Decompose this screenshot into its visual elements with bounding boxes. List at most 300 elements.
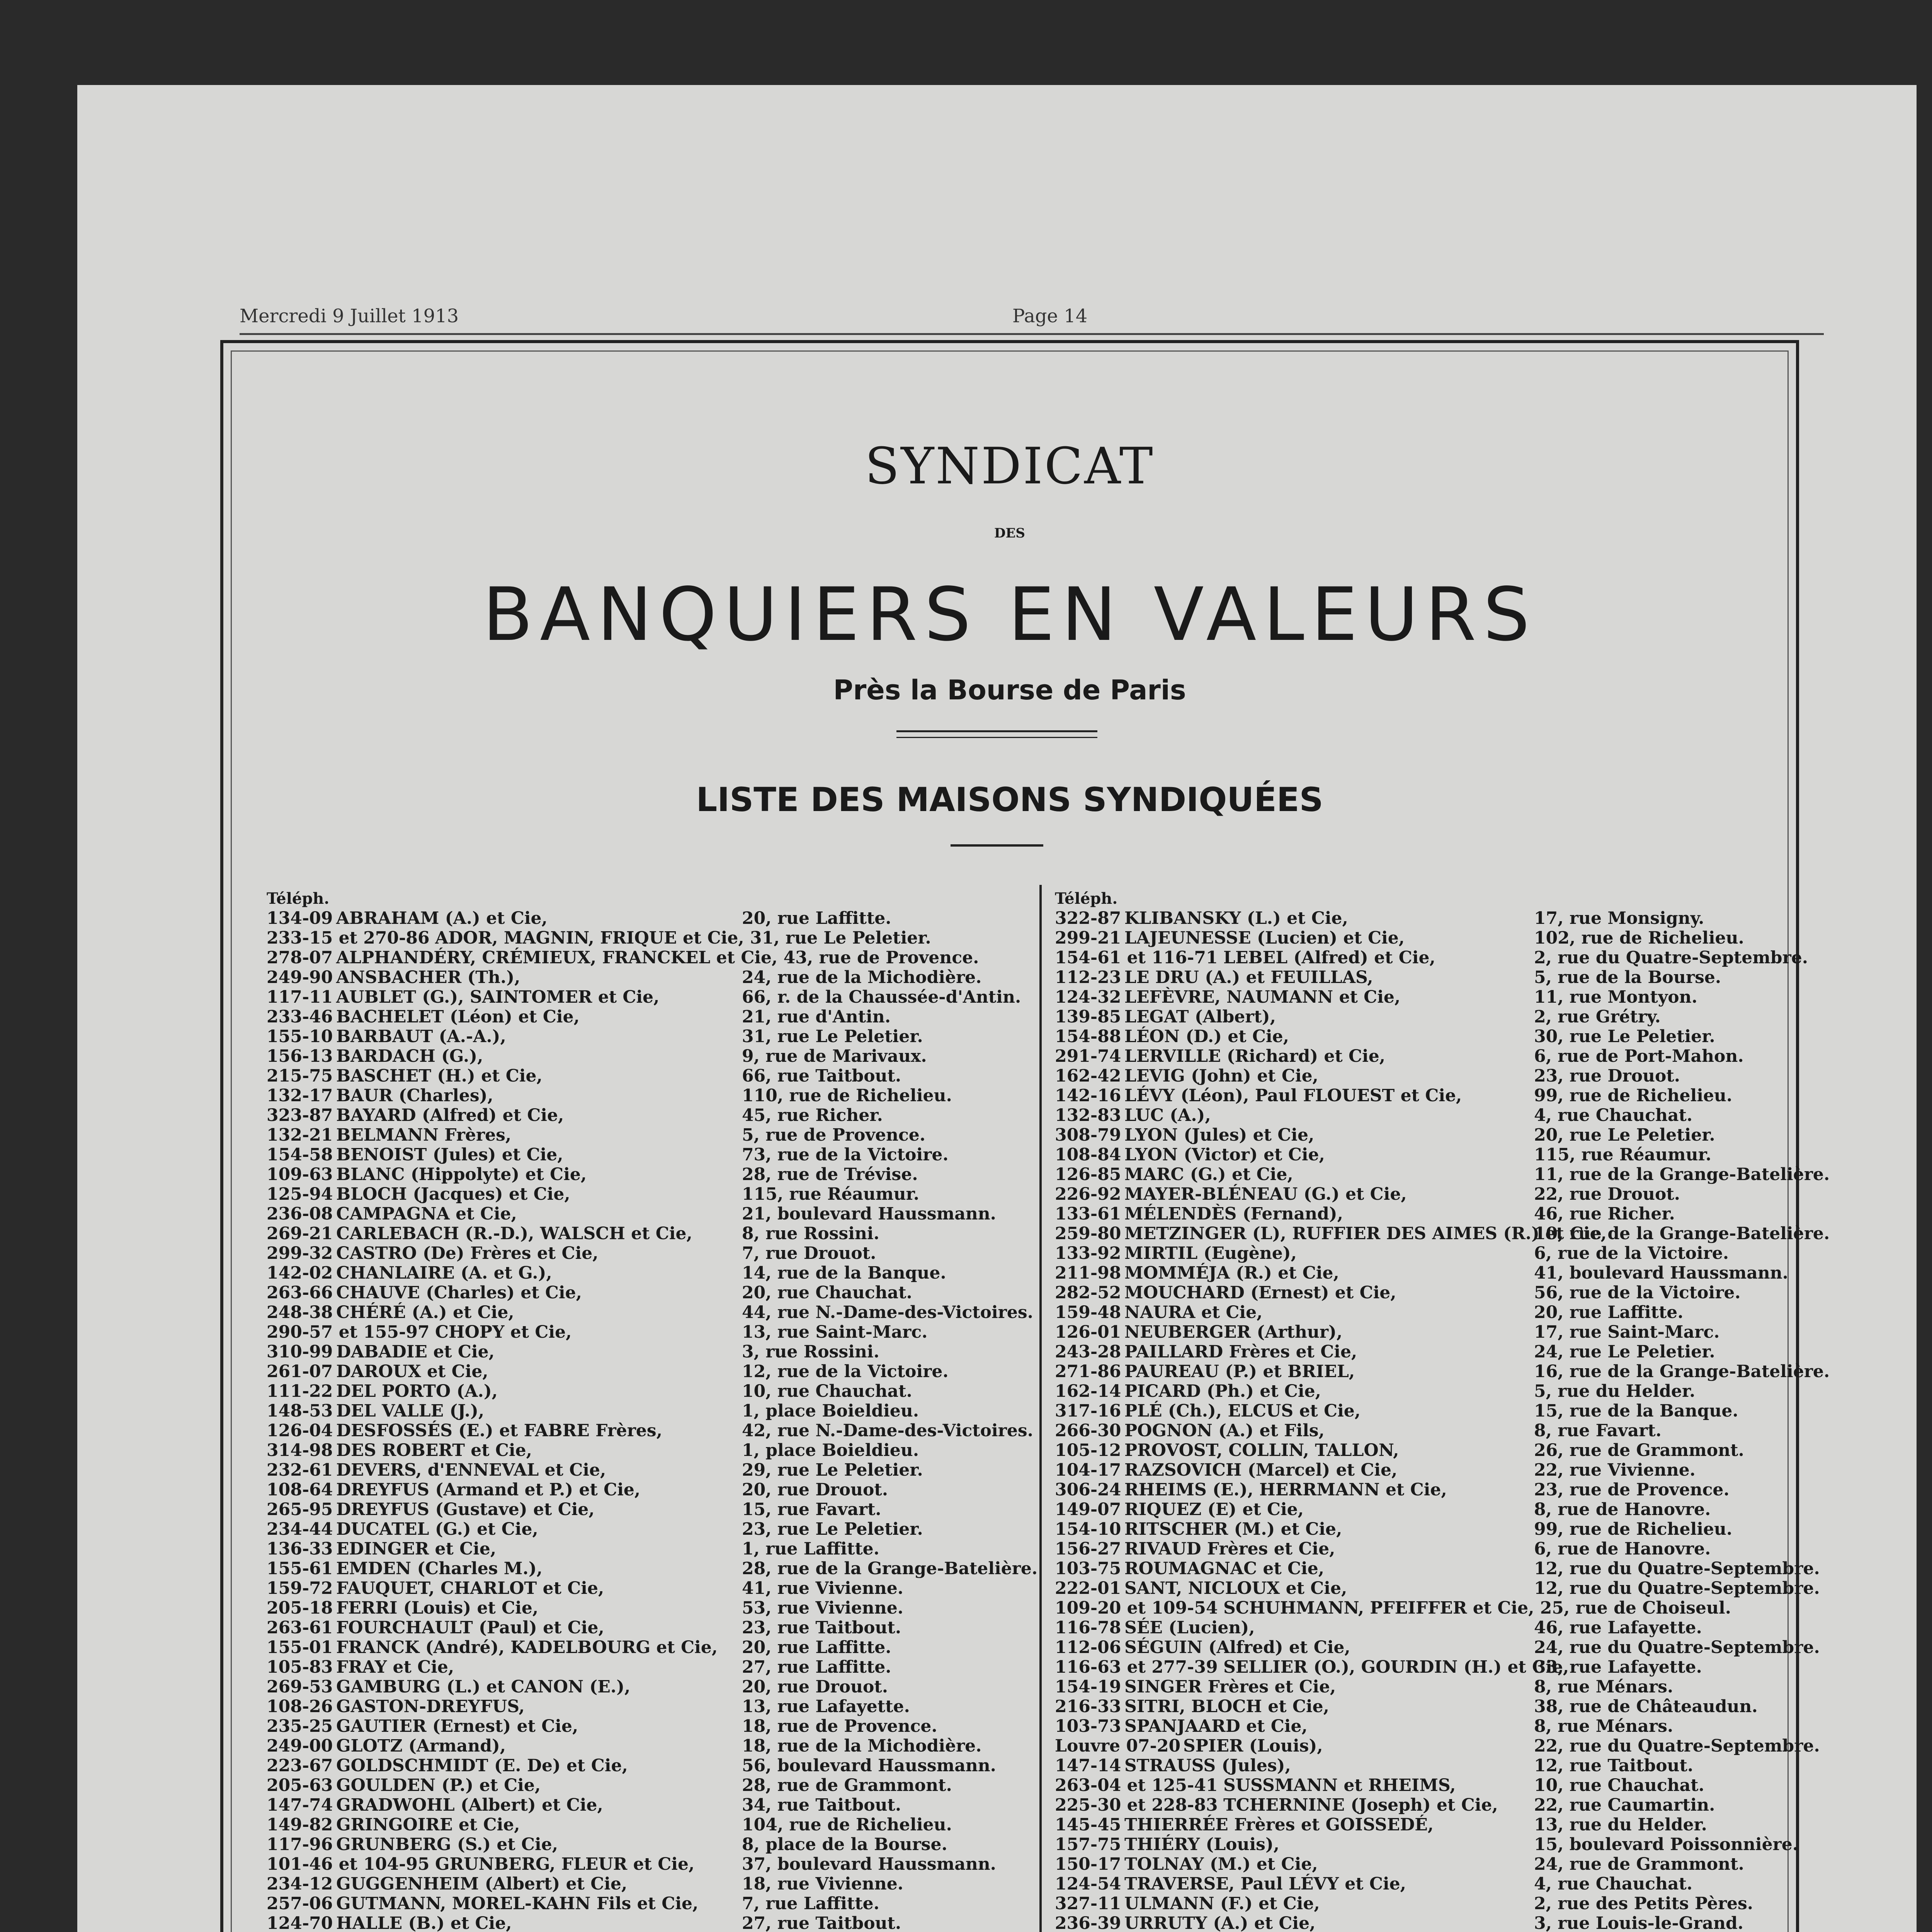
- entry-address: 6, rue de Port-Mahon.: [1534, 1046, 1744, 1066]
- entry-telephone: 147-74: [267, 1795, 333, 1815]
- list-item: [267, 1224, 1024, 1243]
- entry-telephone: 232-61: [267, 1460, 333, 1480]
- entry-name: ULMANN (F.) et Cie,: [1124, 1894, 1320, 1913]
- entry-telephone: 234-12: [267, 1874, 333, 1894]
- entry-telephone: 101-46 et 104-95: [267, 1854, 430, 1874]
- list-item: [267, 1480, 1024, 1500]
- entry-name: BASCHET (H.) et Cie,: [336, 1066, 543, 1086]
- entry-telephone: 103-73: [1055, 1716, 1121, 1736]
- entry-name: MOUCHARD (Ernest) et Cie,: [1124, 1283, 1396, 1303]
- entry-name: RIQUEZ (E) et Cie,: [1124, 1500, 1304, 1519]
- entry-address: 7, rue Drouot.: [742, 1243, 876, 1263]
- list-item: [267, 1342, 1024, 1362]
- entry-address: 1, place Boieldieu.: [742, 1440, 919, 1460]
- list-item: [267, 1539, 1024, 1559]
- entry-telephone: 132-83: [1055, 1105, 1121, 1125]
- entry-telephone: 108-26: [267, 1697, 333, 1716]
- entry-telephone: 233-15 et 270-86: [267, 928, 430, 948]
- list-item: [1055, 1677, 1774, 1697]
- entry-address: 15, rue Favart.: [742, 1500, 881, 1519]
- list-item: [267, 1716, 1024, 1736]
- entry-address: 2, rue du Quatre-Septembre.: [1534, 948, 1808, 968]
- entry-name: TCHERNINE (Joseph) et Cie,: [1223, 1795, 1498, 1815]
- list-item: [267, 1125, 1024, 1145]
- list-item: [1055, 1716, 1774, 1736]
- entry-name: CHANLAIRE (A. et G.),: [336, 1263, 552, 1283]
- list-item: [267, 928, 1024, 948]
- entry-telephone: 112-06: [1055, 1638, 1121, 1657]
- entry-name: POGNON (A.) et Fils,: [1124, 1421, 1325, 1440]
- list-item: [1055, 1854, 1774, 1874]
- list-item: [1055, 1401, 1774, 1421]
- entry-address: 31, rue Le Peletier.: [742, 1027, 923, 1046]
- entry-telephone: 105-83: [267, 1657, 333, 1677]
- entry-address: 56, rue de la Victoire.: [1534, 1283, 1741, 1303]
- entry-name: FAUQUET, CHARLOT et Cie,: [336, 1578, 604, 1598]
- entry-telephone: 109-63: [267, 1165, 333, 1184]
- entry-name: SÉE (Lucien),: [1124, 1618, 1255, 1638]
- list-item: [267, 1835, 1024, 1854]
- entry-name: METZINGER (L), RUFFIER DES AIMES (R.) et Cie,: [1124, 1224, 1607, 1243]
- entry-name: LE DRU (A.) et FEUILLAS,: [1124, 968, 1373, 987]
- list-item: [1055, 1460, 1774, 1480]
- entry-telephone: 299-21: [1055, 928, 1121, 948]
- list-item: [1055, 948, 1808, 968]
- entry-telephone: 226-92: [1055, 1184, 1121, 1204]
- entry-address: 24, rue Le Peletier.: [1534, 1342, 1715, 1362]
- entry-name: BLOCH (Jacques) et Cie,: [336, 1184, 570, 1204]
- entry-telephone: 257-06: [267, 1894, 333, 1913]
- entry-telephone: 243-28: [1055, 1342, 1121, 1362]
- entry-telephone: 149-82: [267, 1815, 333, 1835]
- entry-address: 27, rue Laffitte.: [742, 1657, 891, 1677]
- entry-telephone: 299-32: [267, 1243, 333, 1263]
- entry-telephone: 132-21: [267, 1125, 333, 1145]
- entry-address: 8, rue Ménars.: [1534, 1716, 1673, 1736]
- entry-name: DEVERS, d'ENNEVAL et Cie,: [336, 1460, 606, 1480]
- entry-telephone: 159-48: [1055, 1303, 1121, 1322]
- entry-telephone: 222-01: [1055, 1578, 1121, 1598]
- list-item: [267, 1027, 1024, 1046]
- entry-name: EMDEN (Charles M.),: [336, 1559, 543, 1578]
- entry-telephone: 142-16: [1055, 1086, 1121, 1105]
- list-item: [1055, 1874, 1774, 1894]
- entry-address: 17, rue Monsigny.: [1534, 908, 1704, 928]
- entry-address: 44, rue N.-Dame-des-Victoires.: [742, 1303, 1033, 1322]
- entry-address: 15, boulevard Poissonnière.: [1534, 1835, 1799, 1854]
- entry-telephone: 236-08: [267, 1204, 333, 1224]
- entry-name: PLÉ (Ch.), ELCUS et Cie,: [1124, 1401, 1361, 1421]
- entry-address: 8, rue Ménars.: [1534, 1677, 1673, 1697]
- entry-telephone: 269-21: [267, 1224, 333, 1243]
- entry-telephone: 125-94: [267, 1184, 333, 1204]
- list-item: [267, 1854, 1024, 1874]
- entry-address: 42, rue N.-Dame-des-Victoires.: [742, 1421, 1033, 1440]
- entry-address: 14, rue de la Banque.: [742, 1263, 946, 1283]
- entry-address: 1, rue Laffitte.: [742, 1539, 879, 1559]
- list-item: [267, 1874, 1024, 1894]
- entry-name: DEL VALLE (J.),: [336, 1401, 485, 1421]
- entry-name: CHOPY et Cie,: [435, 1322, 572, 1342]
- entry-telephone: 148-53: [267, 1401, 333, 1421]
- list-item: [1055, 1322, 1774, 1342]
- entry-name: ANSBACHER (Th.),: [336, 968, 520, 987]
- list-item: [1055, 1657, 1774, 1677]
- list-item: [267, 1303, 1033, 1322]
- entry-address: 29, rue Le Peletier.: [742, 1460, 923, 1480]
- entry-name: GASTON-DREYFUS,: [336, 1697, 525, 1716]
- entry-name: CAMPAGNA et Cie,: [336, 1204, 517, 1224]
- list-item: [1055, 1618, 1774, 1638]
- entry-name: SCHUHMANN, PFEIFFER et Cie, 25, rue de Choiseul.: [1223, 1598, 1731, 1618]
- list-item: [1055, 1578, 1820, 1598]
- members-column-left: [267, 889, 1038, 1932]
- list-item: [1055, 1894, 1774, 1913]
- entry-telephone: 314-98: [267, 1440, 333, 1460]
- entry-telephone: 117-11: [267, 987, 333, 1007]
- entry-name: LUC (A.),: [1124, 1105, 1211, 1125]
- entry-telephone: 136-33: [267, 1539, 333, 1559]
- entry-address: 27, rue Taitbout.: [742, 1913, 901, 1932]
- entry-telephone: 156-27: [1055, 1539, 1121, 1559]
- entry-name: ROUMAGNAC et Cie,: [1124, 1559, 1325, 1578]
- entry-address: 20, rue Drouot.: [742, 1677, 888, 1697]
- entry-telephone: 263-61: [267, 1618, 333, 1638]
- entry-telephone: 205-63: [267, 1776, 333, 1795]
- list-item: [1055, 1165, 1830, 1184]
- entry-name: ABRAHAM (A.) et Cie,: [336, 908, 548, 928]
- list-item: [267, 1421, 1033, 1440]
- list-item: [1055, 1598, 1774, 1618]
- entry-address: 8, rue de Hanovre.: [1534, 1500, 1711, 1519]
- entry-address: 23, rue de Provence.: [1534, 1480, 1730, 1500]
- entry-name: NEUBERGER (Arthur),: [1124, 1322, 1343, 1342]
- entry-address: 15, rue de la Banque.: [1534, 1401, 1738, 1421]
- entry-telephone: 116-78: [1055, 1618, 1121, 1638]
- entry-telephone: 215-75: [267, 1066, 333, 1086]
- entry-name: LYON (Victor) et Cie,: [1124, 1145, 1325, 1165]
- entry-address: 5, rue de la Bourse.: [1534, 968, 1721, 987]
- entry-telephone: 261-07: [267, 1362, 333, 1381]
- entry-telephone: 317-16: [1055, 1401, 1121, 1421]
- entry-address: 8, rue Rossini.: [742, 1224, 879, 1243]
- list-item: [1055, 1086, 1774, 1105]
- entry-name: TOLNAY (M.) et Cie,: [1124, 1854, 1318, 1874]
- list-item: [267, 1165, 1024, 1184]
- entry-name: GUTMANN, MOREL-KAHN Fils et Cie,: [336, 1894, 699, 1913]
- entry-telephone: 327-11: [1055, 1894, 1121, 1913]
- entry-telephone: 205-18: [267, 1598, 333, 1618]
- entry-name: DAROUX et Cie,: [336, 1362, 488, 1381]
- list-item: [267, 1322, 1024, 1342]
- entry-address: 28, rue de Grammont.: [742, 1776, 952, 1795]
- entry-address: 18, rue Vivienne.: [742, 1874, 903, 1894]
- list-item: [1055, 1736, 1820, 1756]
- list-item: [1055, 1913, 1774, 1932]
- entry-telephone: 126-01: [1055, 1322, 1121, 1342]
- entry-telephone: 308-79: [1055, 1125, 1121, 1145]
- list-divider: [951, 844, 1043, 847]
- entry-name: BAUR (Charles),: [336, 1086, 493, 1105]
- entry-telephone: 259-80: [1055, 1224, 1121, 1243]
- entry-name: RAZSOVICH (Marcel) et Cie,: [1124, 1460, 1398, 1480]
- entry-address: 5, rue de Provence.: [742, 1125, 926, 1145]
- entry-telephone: 306-24: [1055, 1480, 1121, 1500]
- entry-name: GAUTIER (Ernest) et Cie,: [336, 1716, 578, 1736]
- list-item: [1055, 1283, 1774, 1303]
- entry-telephone: 211-98: [1055, 1263, 1121, 1283]
- entry-address: 2, rue des Petits Pères.: [1534, 1894, 1753, 1913]
- list-item: [1055, 1362, 1830, 1381]
- list-item: [267, 1657, 1024, 1677]
- entry-address: 11, rue Montyon.: [1534, 987, 1697, 1007]
- subtitle: Près la Bourse de Paris: [833, 674, 1186, 706]
- entry-telephone: 126-85: [1055, 1165, 1121, 1184]
- entry-name: HALLE (B.) et Cie,: [336, 1913, 512, 1932]
- list-item: [267, 1283, 1024, 1303]
- entry-address: 8, place de la Bourse.: [742, 1835, 947, 1854]
- entry-address: 9, rue de Marivaux.: [742, 1046, 927, 1066]
- entry-name: BENOIST (Jules) et Cie,: [336, 1145, 563, 1165]
- entry-address: 4, rue Chauchat.: [1534, 1874, 1693, 1894]
- entry-address: 66, rue Taitbout.: [742, 1066, 901, 1086]
- list-item: [1055, 1342, 1774, 1362]
- title-divider: [896, 730, 1097, 738]
- list-item: [1055, 1638, 1820, 1657]
- list-item: [267, 1756, 1024, 1776]
- entry-telephone: 155-10: [267, 1027, 333, 1046]
- entry-name: NAURA et Cie,: [1124, 1303, 1263, 1322]
- tel-heading: Téléph.: [267, 889, 330, 908]
- entry-telephone: 142-02: [267, 1263, 333, 1283]
- entry-name: FRANCK (André), KADELBOURG et Cie,: [336, 1638, 718, 1657]
- entry-telephone: 235-25: [267, 1716, 333, 1736]
- list-item: [1055, 1105, 1774, 1125]
- entry-telephone: 263-04 et 125-41: [1055, 1776, 1218, 1795]
- entry-telephone: 134-09: [267, 908, 333, 928]
- entry-address: 1, place Boieldieu.: [742, 1401, 919, 1421]
- list-item: [1055, 1125, 1774, 1145]
- entry-address: 38, rue de Châteaudun.: [1534, 1697, 1758, 1716]
- entry-telephone: 116-63 et 277-39: [1055, 1657, 1218, 1677]
- entry-name: RIVAUD Frères et Cie,: [1124, 1539, 1335, 1559]
- entry-telephone: 145-45: [1055, 1815, 1121, 1835]
- list-item: [1055, 1303, 1774, 1322]
- entry-name: ALPHANDÉRY, CRÉMIEUX, FRANCKEL et Cie, 43, rue de Provence.: [336, 948, 979, 968]
- entry-name: LÉON (D.) et Cie,: [1124, 1027, 1289, 1046]
- entry-telephone: 104-17: [1055, 1460, 1121, 1480]
- list-item: [267, 1381, 1024, 1401]
- entry-address: 23, rue Drouot.: [1534, 1066, 1680, 1086]
- list-item: [1055, 908, 1774, 928]
- entry-name: KLIBANSKY (L.) et Cie,: [1124, 908, 1348, 928]
- entry-name: SPANJAARD et Cie,: [1124, 1716, 1308, 1736]
- entry-address: 104, rue de Richelieu.: [742, 1815, 952, 1835]
- entry-name: SELLIER (O.), GOURDIN (H.) et Cie,: [1223, 1657, 1569, 1677]
- entry-address: 26, rue de Grammont.: [1534, 1440, 1744, 1460]
- list-item: [1055, 1519, 1774, 1539]
- entry-telephone: 290-57 et 155-97: [267, 1322, 430, 1342]
- list-item: [267, 1894, 1024, 1913]
- list-item: [267, 1618, 1024, 1638]
- list-item: [1055, 1263, 1789, 1283]
- entry-name: LAJEUNESSE (Lucien) et Cie,: [1124, 928, 1405, 948]
- entry-address: 7, rue Laffitte.: [742, 1894, 879, 1913]
- list-item: [1055, 1500, 1774, 1519]
- entry-telephone: 162-42: [1055, 1066, 1121, 1086]
- entry-telephone: 109-20 et 109-54: [1055, 1598, 1218, 1618]
- entry-address: 6, rue de la Victoire.: [1534, 1243, 1729, 1263]
- entry-name: GLOTZ (Armand),: [336, 1736, 506, 1756]
- entry-name: GUGGENHEIM (Albert) et Cie,: [336, 1874, 628, 1894]
- entry-address: 3, rue Louis-le-Grand.: [1534, 1913, 1744, 1932]
- entry-telephone: 310-99: [267, 1342, 333, 1362]
- entry-name: GAMBURG (L.) et CANON (E.),: [336, 1677, 631, 1697]
- entry-address: 22, rue du Quatre-Septembre.: [1534, 1736, 1820, 1756]
- entry-name: CASTRO (De) Frères et Cie,: [336, 1243, 599, 1263]
- title-banquiers: BANQUIERS EN VALEURS: [482, 572, 1537, 657]
- entry-name: SUSSMANN et RHEIMS,: [1223, 1776, 1456, 1795]
- entry-telephone: 155-61: [267, 1559, 333, 1578]
- entry-telephone: 154-58: [267, 1145, 333, 1165]
- list-item: [267, 1795, 1024, 1815]
- list-item: [1055, 1421, 1774, 1440]
- list-item: [267, 1066, 1024, 1086]
- entry-name: BACHELET (Léon) et Cie,: [336, 1007, 580, 1027]
- list-item: [1055, 928, 1774, 948]
- entry-address: 56, boulevard Haussmann.: [742, 1756, 997, 1776]
- entry-telephone: 249-00: [267, 1736, 333, 1756]
- entry-telephone: 266-30: [1055, 1421, 1121, 1440]
- list-item: [267, 1440, 1024, 1460]
- entry-telephone: 154-19: [1055, 1677, 1121, 1697]
- list-item: [1055, 1539, 1774, 1559]
- entry-name: BLANC (Hippolyte) et Cie,: [336, 1165, 587, 1184]
- entry-name: DABADIE et Cie,: [336, 1342, 495, 1362]
- list-item: [1055, 1776, 1774, 1795]
- entry-address: 18, rue de la Michodière.: [742, 1736, 982, 1756]
- entry-telephone: 162-14: [1055, 1381, 1121, 1401]
- entry-address: 46, rue Lafayette.: [1534, 1618, 1702, 1638]
- entry-name: FOURCHAULT (Paul) et Cie,: [336, 1618, 604, 1638]
- entry-telephone: 236-39: [1055, 1913, 1121, 1932]
- entry-address: 18, rue de Provence.: [742, 1716, 937, 1736]
- entry-address: 24, rue du Quatre-Septembre.: [1534, 1638, 1820, 1657]
- list-item: [1055, 968, 1774, 987]
- entry-name: GRADWOHL (Albert) et Cie,: [336, 1795, 603, 1815]
- entry-address: 110, rue de Richelieu.: [742, 1086, 952, 1105]
- entry-name: BARDACH (G.),: [336, 1046, 483, 1066]
- entry-address: 28, rue de Trévise.: [742, 1165, 918, 1184]
- list-item: [1055, 1184, 1774, 1204]
- list-item: [267, 1638, 1024, 1657]
- entry-name: PAILLARD Frères et Cie,: [1124, 1342, 1357, 1362]
- entry-name: DREYFUS (Gustave) et Cie,: [336, 1500, 595, 1519]
- entry-telephone: 157-75: [1055, 1835, 1121, 1854]
- entry-name: MÉLENDÈS (Fernand),: [1124, 1204, 1343, 1224]
- entry-telephone: 105-12: [1055, 1440, 1121, 1460]
- list-item: [267, 1086, 1024, 1105]
- entry-name: GOULDEN (P.) et Cie,: [336, 1776, 541, 1795]
- entry-telephone: 154-61 et 116-71: [1055, 948, 1218, 968]
- entry-telephone: 282-52: [1055, 1283, 1121, 1303]
- list-item: [267, 1913, 1024, 1932]
- entry-address: 13, rue Lafayette.: [742, 1697, 910, 1716]
- entry-name: DESFOSSÉS (E.) et FABRE Frères,: [336, 1421, 663, 1440]
- list-item: [1055, 1007, 1774, 1027]
- list-heading: LISTE DES MAISONS SYNDIQUÉES: [696, 781, 1323, 819]
- entry-address: 33, rue Lafayette.: [1534, 1657, 1702, 1677]
- entry-address: 21, rue d'Antin.: [742, 1007, 891, 1027]
- entry-address: 22, rue Drouot.: [1534, 1184, 1680, 1204]
- entry-address: 99, rue de Richelieu.: [1534, 1086, 1733, 1105]
- list-item: [267, 1204, 1024, 1224]
- list-item: [1055, 1480, 1774, 1500]
- entry-name: CHAUVE (Charles) et Cie,: [336, 1283, 582, 1303]
- entry-name: SANT, NICLOUX et Cie,: [1124, 1578, 1347, 1598]
- entry-address: 20, rue Laffitte.: [742, 908, 891, 928]
- entry-name: GRUNBERG, FLEUR et Cie,: [435, 1854, 695, 1874]
- list-item: [267, 1578, 1024, 1598]
- title-syndicat: SYNDICAT: [865, 437, 1155, 495]
- list-item: [1055, 1795, 1774, 1815]
- entry-name: LEVIG (John) et Cie,: [1124, 1066, 1318, 1086]
- entry-name: RITSCHER (M.) et Cie,: [1124, 1519, 1342, 1539]
- entry-address: 30, rue Le Peletier.: [1534, 1027, 1715, 1046]
- list-item: [1055, 987, 1774, 1007]
- list-item: [267, 1243, 1024, 1263]
- entry-telephone: 126-04: [267, 1421, 333, 1440]
- column-separator: [1039, 885, 1042, 1932]
- entry-address: 10, rue Chauchat.: [742, 1381, 912, 1401]
- list-item: [267, 1559, 1038, 1578]
- entry-address: 3, rue Rossini.: [742, 1342, 879, 1362]
- entry-telephone: 133-61: [1055, 1204, 1121, 1224]
- entry-name: GRINGOIRE et Cie,: [336, 1815, 520, 1835]
- entry-name: THIÉRY (Louis),: [1124, 1835, 1280, 1854]
- entry-address: 28, rue de la Grange-Batelière.: [742, 1559, 1038, 1578]
- entry-name: THIERRÉE Frères et GOISSEDÉ,: [1124, 1815, 1434, 1835]
- list-item: [267, 1007, 1024, 1027]
- entry-name: FRAY et Cie,: [336, 1657, 454, 1677]
- entry-name: URRUTY (A.) et Cie,: [1124, 1913, 1316, 1932]
- entry-telephone: 278-07: [267, 948, 333, 968]
- entry-address: 23, rue Taitbout.: [742, 1618, 901, 1638]
- entry-address: 41, boulevard Haussmann.: [1534, 1263, 1789, 1283]
- entry-telephone: 156-13: [267, 1046, 333, 1066]
- entry-name: PROVOST, COLLIN, TALLON,: [1124, 1440, 1399, 1460]
- entry-name: CARLEBACH (R.-D.), WALSCH et Cie,: [336, 1224, 692, 1243]
- list-item: [1055, 1756, 1774, 1776]
- entry-telephone: 248-38: [267, 1303, 333, 1322]
- entry-address: 12, rue du Quatre-Septembre.: [1534, 1559, 1820, 1578]
- entry-telephone: 271-86: [1055, 1362, 1121, 1381]
- entry-address: 21, boulevard Haussmann.: [742, 1204, 997, 1224]
- entry-name: GOLDSCHMIDT (E. De) et Cie,: [336, 1756, 628, 1776]
- entry-name: PAUREAU (P.) et BRIEL,: [1124, 1362, 1355, 1381]
- list-item: [267, 1500, 1024, 1519]
- entry-name: MIRTIL (Eugène),: [1124, 1243, 1297, 1263]
- list-item: [267, 1815, 1024, 1835]
- entry-telephone: 108-84: [1055, 1145, 1121, 1165]
- entry-address: 22, rue Vivienne.: [1534, 1460, 1696, 1480]
- entry-name: BAYARD (Alfred) et Cie,: [336, 1105, 564, 1125]
- entry-name: SITRI, BLOCH et Cie,: [1124, 1697, 1329, 1716]
- running-head: [240, 305, 1824, 336]
- entry-name: MAYER-BLÉNEAU (G.) et Cie,: [1124, 1184, 1407, 1204]
- entry-name: LEGAT (Albert),: [1124, 1007, 1276, 1027]
- issue-date: Mercredi 9 Juillet 1913: [240, 305, 459, 327]
